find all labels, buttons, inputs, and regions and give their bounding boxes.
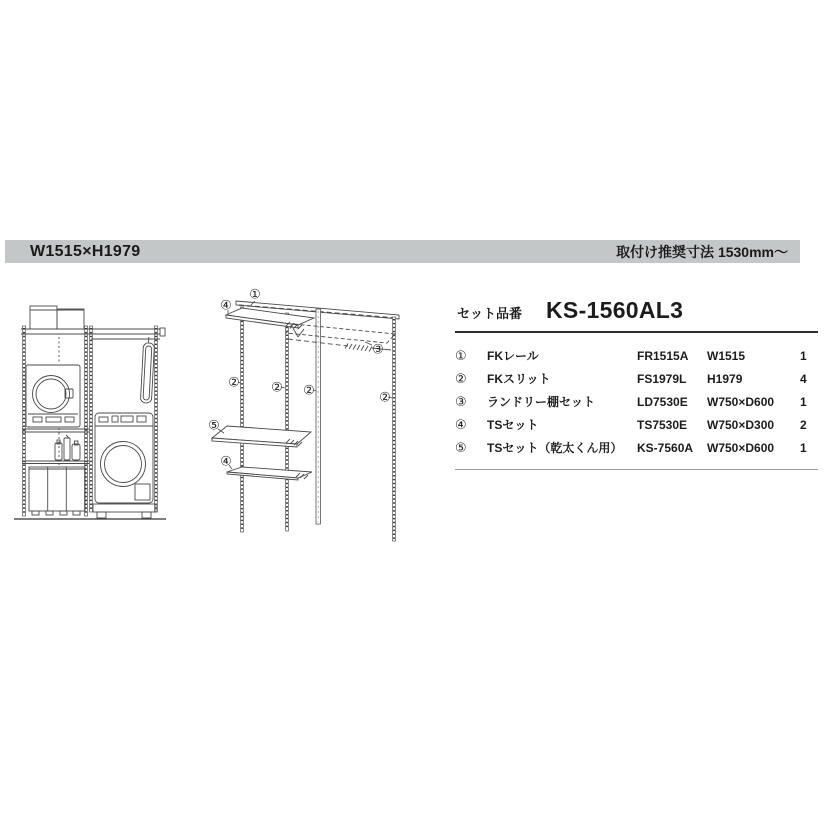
part-no: ③ bbox=[455, 393, 467, 409]
part-no: ⑤ bbox=[455, 439, 467, 455]
table-row bbox=[455, 344, 818, 367]
hanging-board-icon bbox=[140, 337, 154, 403]
table-row bbox=[455, 390, 818, 413]
dimension-bar bbox=[5, 240, 800, 263]
part-code: LD7530E bbox=[637, 394, 688, 409]
part-qty: 1 bbox=[800, 394, 807, 409]
parts-panel bbox=[455, 297, 818, 470]
isometric-rack-drawing bbox=[198, 282, 423, 548]
parts-table bbox=[455, 333, 818, 470]
gas-dryer-icon bbox=[26, 365, 80, 427]
part-size: W750×D300 bbox=[707, 417, 775, 432]
part-name: ランドリー棚セット bbox=[487, 395, 596, 409]
part-size: W1515 bbox=[707, 348, 746, 363]
part-code: KS-7560A bbox=[637, 440, 694, 455]
part-name: FKスリット bbox=[487, 372, 551, 386]
part-size: W750×D600 bbox=[707, 440, 775, 455]
part-qty: 1 bbox=[800, 348, 807, 363]
part-size: W750×D600 bbox=[707, 394, 775, 409]
part-no: ② bbox=[455, 370, 467, 386]
part-code: FR1515A bbox=[637, 348, 689, 363]
part-qty: 2 bbox=[800, 417, 807, 432]
table-row bbox=[455, 367, 818, 390]
iso-label-slit-3: ② bbox=[303, 383, 315, 399]
part-no: ① bbox=[455, 347, 467, 363]
washing-machine-icon bbox=[93, 413, 156, 518]
ts-shelf-bottom-icon bbox=[227, 467, 312, 480]
iso-label-shelf-dryer: ⑤ bbox=[208, 418, 220, 434]
set-number-caption: セット品番 bbox=[457, 306, 523, 321]
ts-shelf-top-icon bbox=[226, 308, 314, 329]
part-no: ④ bbox=[455, 416, 467, 432]
part-qty: 4 bbox=[800, 371, 807, 386]
part-size: H1979 bbox=[707, 371, 743, 386]
exhaust-duct-icon bbox=[30, 306, 84, 329]
iso-label-slit-1: ② bbox=[228, 375, 240, 391]
lower-cabinet-icon bbox=[29, 467, 85, 515]
overall-size-label: W1515×H1979 bbox=[30, 242, 141, 260]
set-number-code: KS-1560AL3 bbox=[546, 297, 684, 323]
mounting-recommendation-label: 取付け推奨寸法 1530mm〜 bbox=[616, 243, 788, 260]
iso-label-shelf-bottom: ④ bbox=[220, 454, 232, 470]
ts-shelf-dryer-icon bbox=[212, 426, 311, 447]
set-number-header bbox=[455, 297, 818, 333]
iso-label-shelf-top: ④ bbox=[220, 298, 232, 314]
table-row bbox=[455, 413, 818, 436]
part-name: FKレール bbox=[487, 349, 539, 363]
part-name: TSセット bbox=[487, 418, 539, 432]
table-row bbox=[455, 436, 818, 459]
iso-label-laundry-set: ③ bbox=[372, 342, 384, 358]
iso-label-rail: ① bbox=[249, 287, 261, 303]
iso-label-slit-4: ② bbox=[379, 390, 391, 406]
part-code: TS7530E bbox=[637, 417, 688, 432]
front-view-drawing bbox=[13, 297, 188, 523]
iso-label-slit-2: ② bbox=[271, 380, 283, 396]
part-code: FS1979L bbox=[637, 371, 687, 386]
part-qty: 1 bbox=[800, 440, 807, 455]
part-name: TSセット（乾太くん用） bbox=[487, 441, 623, 455]
